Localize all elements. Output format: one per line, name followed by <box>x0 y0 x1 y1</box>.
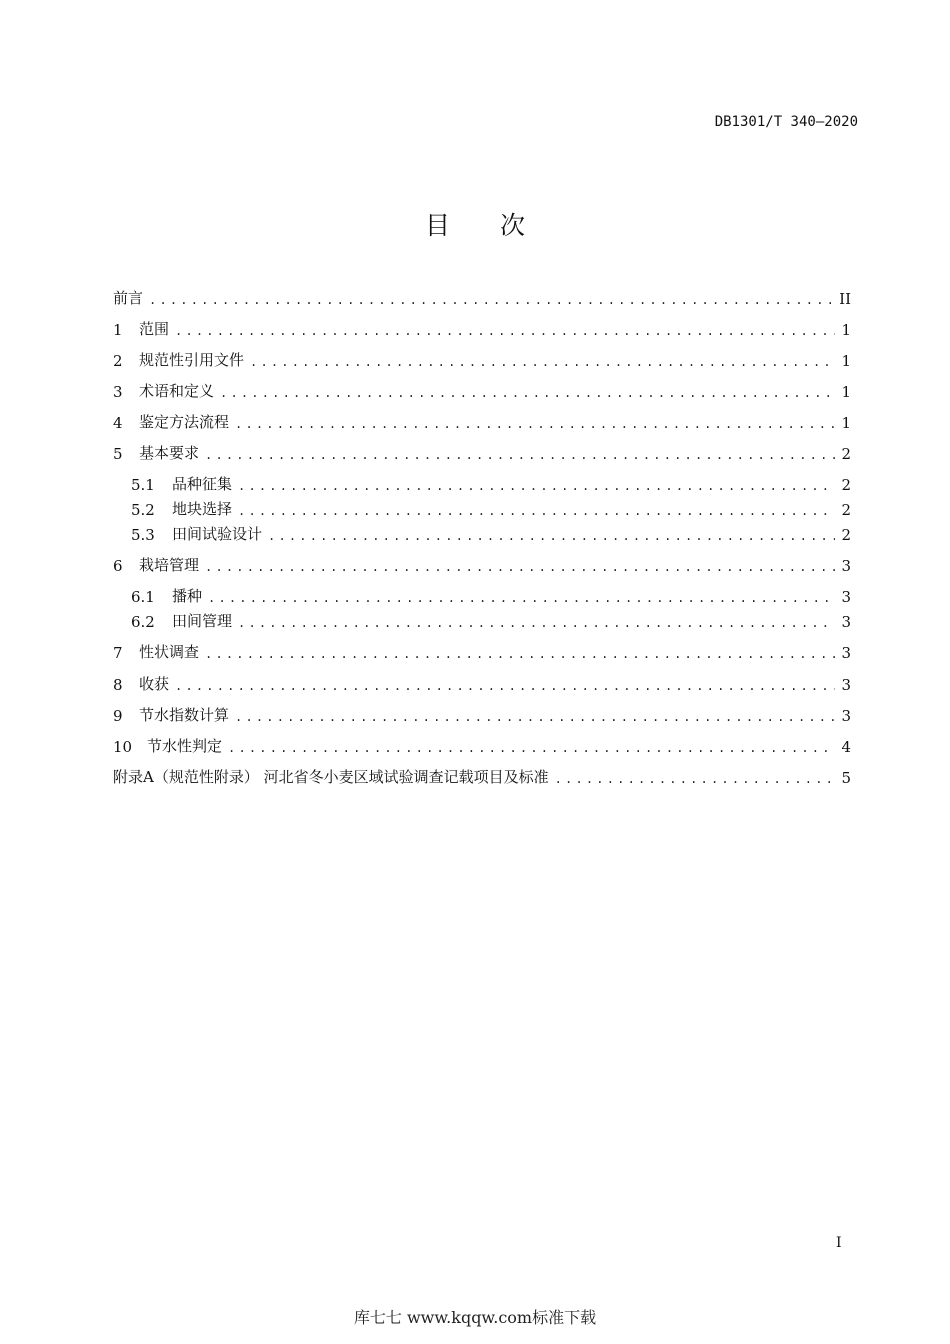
toc-entry-page: 3 <box>841 676 851 694</box>
toc-leader-dots <box>205 646 835 662</box>
page-number: I <box>836 1235 842 1251</box>
toc-entry-foreword[interactable] <box>113 286 851 308</box>
toc-entry-trait-survey[interactable] <box>113 640 851 662</box>
toc-entry-sowing[interactable] <box>131 584 851 606</box>
toc-entry-variety-collection[interactable] <box>131 472 851 494</box>
toc-leader-dots <box>250 354 835 370</box>
toc-entry-label: 鉴定方法流程 <box>139 413 230 431</box>
toc-leader-dots <box>220 385 835 401</box>
toc-leader-dots <box>228 740 835 756</box>
toc-entry-number: 8 <box>113 676 123 694</box>
toc-entry-terms-definitions[interactable] <box>113 379 851 401</box>
toc-entry-page: 4 <box>841 738 851 756</box>
toc-entry-page: 1 <box>841 321 851 339</box>
footer-watermark: 库七七 www.kqqw.com标准下载 <box>353 1308 597 1327</box>
toc-entry-number: 10 <box>113 738 133 756</box>
toc-entry-number: 7 <box>113 644 123 662</box>
toc-entry-label: 节水指数计算 <box>139 706 230 724</box>
toc-entry-label: 田间试验设计 <box>172 525 263 543</box>
toc-entry-field-management[interactable] <box>131 609 851 631</box>
toc-leader-dots <box>149 292 833 308</box>
toc-entry-number: 4 <box>113 414 123 432</box>
toc-entry-page: 3 <box>841 644 851 662</box>
toc-entry-page: 5 <box>841 769 851 787</box>
toc-leader-dots <box>205 447 835 463</box>
toc-entry-page: 2 <box>841 445 851 463</box>
toc-title-char-1: 目 <box>424 211 450 240</box>
toc-entry-page: 3 <box>841 707 851 725</box>
toc-entry-page: 2 <box>841 526 851 544</box>
toc-entry-label: 范围 <box>139 320 170 338</box>
toc-title <box>0 206 950 242</box>
toc-entry-label: 收获 <box>139 675 170 693</box>
toc-entry-label: 栽培管理 <box>139 556 200 574</box>
toc-entry-number: 6 <box>113 557 123 575</box>
toc-entry-page: 3 <box>841 588 851 606</box>
toc-entry-field-trial-design[interactable] <box>131 522 851 544</box>
document-code: DB1301/T 340—2020 <box>714 114 858 130</box>
toc-entry-number: 6.1 <box>131 588 155 606</box>
toc-entry-label: 田间管理 <box>172 612 233 630</box>
toc-entry-page: 2 <box>841 476 851 494</box>
toc-entry-label: 播种 <box>172 587 203 605</box>
toc-entry-page: 1 <box>841 352 851 370</box>
toc-entry-page: 3 <box>841 557 851 575</box>
toc-entry-number: 1 <box>113 321 123 339</box>
toc-leader-dots <box>235 709 835 725</box>
toc-entry-appendix-a[interactable] <box>113 765 851 787</box>
toc-leader-dots <box>238 615 835 631</box>
toc-entry-identification-procedure[interactable] <box>113 410 851 432</box>
toc-entry-basic-requirements[interactable] <box>113 441 851 463</box>
toc-entry-label: 术语和定义 <box>139 382 215 400</box>
toc-entry-number: 5 <box>113 445 123 463</box>
toc-entry-number: 3 <box>113 383 123 401</box>
toc-entry-label: 节水性判定 <box>147 737 223 755</box>
toc-entry-plot-selection[interactable] <box>131 497 851 519</box>
toc-entry-harvest[interactable] <box>113 672 851 694</box>
toc-leader-dots <box>175 323 835 339</box>
toc-entry-label: 规范性引用文件 <box>139 351 245 369</box>
toc-entry-number: 9 <box>113 707 123 725</box>
toc-entry-label: 品种征集 <box>172 475 233 493</box>
toc-leader-dots <box>238 478 835 494</box>
toc-entry-label: 基本要求 <box>139 444 200 462</box>
toc-entry-page: 1 <box>841 414 851 432</box>
toc-leader-dots <box>175 678 835 694</box>
toc-title-char-2: 次 <box>500 211 526 240</box>
toc-entry-label: 性状调查 <box>139 643 200 661</box>
toc-entry-scope[interactable] <box>113 317 851 339</box>
toc-leader-dots <box>555 771 835 787</box>
toc-leader-dots <box>208 590 835 606</box>
toc-entry-number: 5.1 <box>131 476 155 494</box>
toc-entry-page: 2 <box>841 501 851 519</box>
toc-entry-number: 6.2 <box>131 613 155 631</box>
toc-entry-label: 前言 <box>113 289 144 307</box>
toc-entry-label: 附录A（规范性附录） 河北省冬小麦区域试验调查记载项目及标准 <box>113 768 549 786</box>
toc-entry-page: 1 <box>841 383 851 401</box>
toc-leader-dots <box>238 503 835 519</box>
toc-leader-dots <box>268 528 835 544</box>
toc-entry-page: II <box>839 290 851 308</box>
toc-entry-page: 3 <box>841 613 851 631</box>
toc-entry-number: 2 <box>113 352 123 370</box>
toc-entry-cultivation-management[interactable] <box>113 553 851 575</box>
toc-entry-number: 5.3 <box>131 526 155 544</box>
toc-entry-water-saving-index[interactable] <box>113 703 851 725</box>
toc-entry-number: 5.2 <box>131 501 155 519</box>
toc-entry-normative-references[interactable] <box>113 348 851 370</box>
toc-leader-dots <box>235 416 835 432</box>
toc-entry-label: 地块选择 <box>172 500 233 518</box>
toc-leader-dots <box>205 559 835 575</box>
toc-entry-water-saving-judgement[interactable] <box>113 734 851 756</box>
